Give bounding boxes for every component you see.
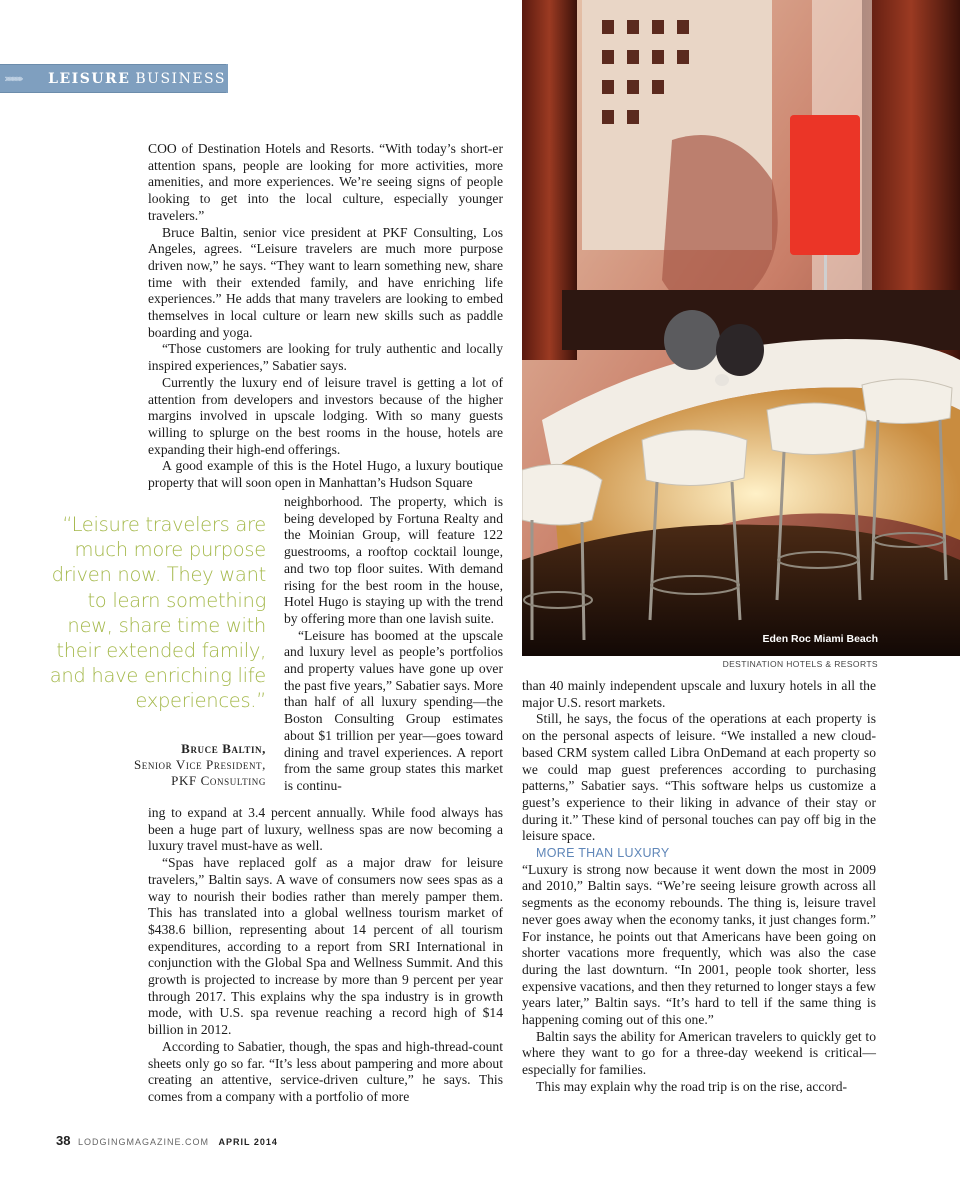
footer-date: APRIL 2014	[218, 1137, 278, 1147]
section-title-rest: BUSINESS	[135, 70, 226, 87]
paragraph: Still, he says, the focus of the operations at each property is on the personal aspects of leisure. “We installed a new cloud-based CRM system called Libra OnDemand at each property so we could map guest preferences according to purchasing patterns,” Sabatier says. “This software helps us customize a guest’s experience to their liking in advance of their stay or during it.” These kind of personal touches can pay off big in the leisure space.	[522, 711, 876, 844]
article-column-left-top	[148, 141, 503, 492]
article-column-left-mid	[284, 494, 503, 795]
attribution-name: Bruce Baltin,	[181, 741, 266, 756]
section-title-bold: LEISURE	[48, 70, 131, 87]
page-footer	[56, 1133, 278, 1148]
photo-credit: DESTINATION HOTELS & RESORTS	[722, 659, 878, 669]
paragraph: “Spas have replaced golf as a major draw for leisure travelers,” Baltin says. A wave of consumers now sees spas as a way to nourish their bodies rather than merely pamper them. This has translated into a global wellness tourism market of $438.6 billion, representing about 14 percent of all tourism expenditures, according to a report from SRI International in conjunction with the Global Spa and Wellness Summit. And this growth is projected to increase by more than 9 percent per year through 2017. This explains why the spa industry is in growth mode, with U.S. spa revenue reaching a record high of $14 billion in 2012.	[148, 855, 503, 1038]
hotel-bar-photo	[522, 0, 960, 656]
attribution-company: PKF Consulting	[171, 773, 266, 788]
photo-caption: Eden Roc Miami Beach	[762, 633, 878, 645]
footer-site: LODGINGMAGAZINE.COM	[77, 1137, 209, 1147]
pull-quote-attribution	[40, 741, 266, 789]
paragraph: “Those customers are looking for truly authentic and locally inspired experiences,” Sabatier says.	[148, 341, 503, 374]
section-tab-rule	[226, 64, 228, 93]
page-number: 38	[56, 1133, 71, 1148]
paragraph: According to Sabatier, though, the spas and high-thread-count sheets only go so far. “It’s less about pampering and more about creating an attentive, service-driven culture,” he says. This comes from a company with a portfolio of more	[148, 1038, 503, 1104]
paragraph: “Luxury is strong now because it went down the most in 2009 and 2010,” Baltin says. “We’re seeing leisure growth across all segments as the economy rebounds. The thing is, leisure travel never goes away when the economy tanks, it just changes form.” For instance, he points out that Americans have been going on shorter vacations more frequently, which was also the case during the last downturn. “In 2001, people took shorter, less expensive vacations, and then they returned to longer stays a few years later,” Baltin says. “It’s hard to tell if the same thing is happening coming out of this one.”	[522, 861, 876, 1028]
paragraph: A good example of this is the Hotel Hugo, a luxury boutique property that will soon open in Manhattan’s Hudson Square	[148, 458, 503, 491]
paragraph: ing to expand at 3.4 percent annually. While food always has been a huge part of luxury, wellness spas are now becoming a luxury travel must-have as well.	[148, 805, 503, 854]
chevron-arrows-icon: ››››››››››››	[4, 72, 21, 85]
paragraph: than 40 mainly independent upscale and luxury hotels in all the major U.S. resort markets.	[522, 678, 876, 710]
bar-photo-illustration	[522, 0, 960, 656]
section-header-tab	[0, 64, 226, 93]
paragraph: Currently the luxury end of leisure travel is getting a lot of attention from developers and investors because of the higher margins involved in upscale lodging. With so many guests willing to splurge on the best rooms in the house, hotels are expanding their high-end offerings.	[148, 374, 503, 457]
paragraph: This may explain why the road trip is on the rise, accord-	[536, 1078, 848, 1094]
section-subhead: MORE THAN LUXURY	[536, 846, 670, 861]
paragraph: Baltin says the ability for American travelers to quickly get to where they want to go for a three-day weekend is critical—especially for families.	[522, 1028, 876, 1078]
paragraph: neighborhood. The property, which is being developed by Fortuna Realty and the Moinian Group, will feature 122 guestrooms, a rooftop cocktail lounge, and two top floor suites. With demand rising for the best room in the house, Hotel Hugo is staying up with the trend by offering more than one lavish suite.	[284, 494, 503, 626]
attribution-title: Senior Vice President,	[133, 757, 266, 772]
paragraph: “Leisure has boomed at the upscale and luxury level as people’s portfolios and property values have gone up over the past five years,” Sabatier says. More than half of all luxury spending—the Boston Consulting Group estimates about $1 trillion per year—goes toward dining and travel experiences. A report from the same group states this market is continu-	[284, 627, 503, 793]
article-column-left-bottom	[148, 805, 503, 1106]
section-title	[48, 71, 226, 87]
paragraph: COO of Destination Hotels and Resorts. “With today’s short-er attention spans, people are looking for more activities, more amenities, and more experiences. We’re seeing signs of people looking to get into the local culture, especially younger travelers.”	[148, 141, 503, 223]
pull-quote: “Leisure travelers are much more purpose driven now. They want to learn something new, share time with their extended family, and have enriching life experiences.”	[49, 513, 266, 713]
article-column-right	[522, 678, 876, 1096]
paragraph: Bruce Baltin, senior vice president at PKF Consulting, Los Angeles, agrees. “Leisure travelers are much more purpose driven now,” he says. “They want to learn something new, share time with their extended family, and have enriching life experiences.” He adds that many travelers are looking to embed themselves in local culture or learn new skills such as paddle boarding and yoga.	[148, 224, 503, 340]
